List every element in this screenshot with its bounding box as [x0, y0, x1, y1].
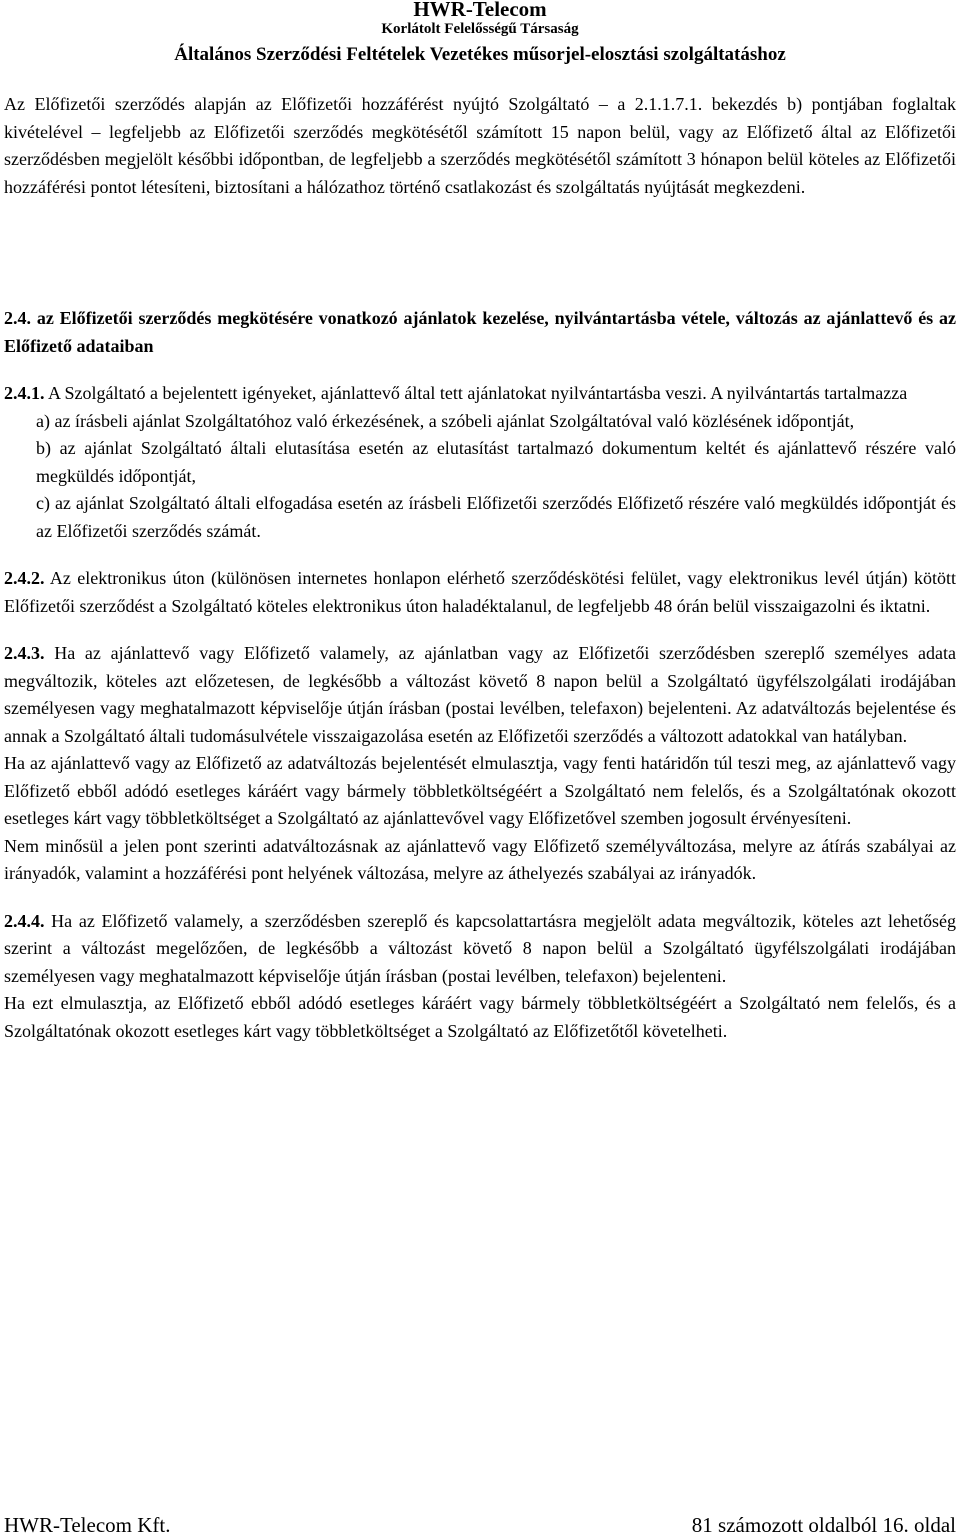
section-title: az Előfizetői szerződés megkötésére vonatkozó ajánlatok kezelése, nyilvántartásba vétele, változás az ajánlattevő és az Előfizető adataiban [4, 308, 956, 356]
subsection-paragraph [4, 908, 956, 991]
subsection-number: 2.4.2. [4, 568, 45, 588]
document-page [4, 0, 956, 1536]
company-name: HWR-Telecom [413, 0, 547, 21]
subsection-paragraph [4, 565, 956, 620]
subsection-2-4-3 [4, 640, 956, 888]
section-heading [4, 305, 956, 360]
subsection-text: Az elektronikus úton (különösen internetes honlapon elérhető szerződéskötési felület, vagy elektronikus levél útján) kötött Előfizetői szerződést a Szolgáltató köteles elektronikus úton haladéktalanul, de legfeljebb 48 órán belül visszaigazolni és iktatni. [4, 568, 956, 616]
subsection-number: 2.4.4. [4, 910, 45, 931]
subsection-number: 2.4.1. [4, 383, 45, 403]
subsection-paragraph-3: Nem minősül a jelen pont szerinti adatváltozásnak az ajánlattevő vagy Előfizető személyváltozása, melyre az átírás szabályai az irányadók, valamint a hozzáférési pont helyének változása, melyre az áthelyezés szabályai az irányadók. [4, 835, 956, 883]
footer-company: HWR-Telecom Kft. [4, 1513, 171, 1537]
subsection-paragraph [4, 640, 956, 750]
subsection-text: Ha az Előfizető valamely, a szerződésben szereplő és kapcsolattartásra megjelölt adata megváltozik, köteles azt lehetőség szerint a változást megelőzően, de legkésőbb a változást követő 8 napon belül a Szolgáltató ügyfélszolgálati irodájában személyesen vagy meghatalmazott képviselője útján írásban (postai levélben, telefaxon) bejelenteni. [4, 910, 956, 986]
document-title: Általános Szerződési Feltételek Vezetékes műsorjel-elosztási szolgáltatáshoz [174, 44, 786, 65]
subsection-2-4-2 [4, 565, 956, 620]
subsection-paragraph [4, 380, 956, 408]
list-item: b) az ajánlat Szolgáltató általi elutasítása esetén az elutasítást tartalmazó dokumentum keltét és ajánlattevő részére való megküldés időpontját, [36, 438, 956, 486]
subsection-text: Ha az ajánlattevő vagy Előfizető valamely, az ajánlatban vagy az Előfizetői szerződésben szereplő személyes adata megváltozik, köteles azt előzetesen, de legkésőbb a változást követő 8 napon belül a Szolgáltató ügyfélszolgálati irodájában személyesen vagy meghatalmazott képviselője útján írásban (postai levélben, telefaxon) bejelenteni. Az adatváltozás bejelentése és annak a Szolgáltató általi tudomásulvétele visszaigazolása esetén az Előfizetői szerződés a változott adatokkal van hatályban. [4, 643, 956, 746]
subsection-2-4-4 [4, 908, 956, 1046]
intro-paragraph: Az Előfizetői szerződés alapján az Előfizetői hozzáférést nyújtó Szolgáltató – a 2.1.1.7.1. bekezdés b) pontjában foglaltak kivételével – legfeljebb az Előfizetői szerződés megkötésétől számított 15 napon belül, vagy az Előfizető által az Előfizetői szerződésben megjelölt későbbi időpontban, de legfeljebb a szerződés megkötésétől számított 3 hónapon belül köteles az Előfizetői hozzáférési pontot létesíteni, biztosítani a hálózathoz történő csatlakozást és szolgáltatás nyújtását megkezdeni. [4, 94, 956, 197]
company-type: Korlátolt Felelősségű Társaság [381, 21, 579, 37]
subsection-paragraph-2: Ha ezt elmulasztja, az Előfizető ebből adódó esetleges káráért vagy bármely többletköltségéért a Szolgáltató nem felelős, és a Szolgáltatónak okozott esetleges kárt vagy többletköltséget a Szolgáltató az Előfizetőtől követelheti. [4, 993, 956, 1041]
subsection-2-4-1 [4, 380, 956, 545]
list-item: a) az írásbeli ajánlat Szolgáltatóhoz való érkezésének, a szóbeli ajánlat Szolgáltatóval való közlésének időpontját, [36, 410, 855, 431]
section-number: 2.4. [4, 308, 31, 328]
list-item: c) az ajánlat Szolgáltató általi elfogadása esetén az írásbeli Előfizetői szerződés Előfizető részére való megküldés időpontját és az Előfizetői szerződés számát. [36, 493, 956, 541]
subsection-text: A Szolgáltató a bejelentett igényeket, ajánlattevő által tett ajánlatokat nyilvántartásba veszi. A nyilvántartás tartalmazza [48, 383, 908, 403]
document-header [4, 0, 956, 67]
footer-page-number: 81 számozott oldalból 16. oldal [691, 1513, 956, 1537]
subsection-number: 2.4.3. [4, 643, 45, 663]
subsection-paragraph-2: Ha az ajánlattevő vagy az Előfizető az adatváltozás bejelentését elmulasztja, vagy fenti határidőn túl teszi meg, az ajánlattevő vagy Előfizető ebből adódó esetleges káráért vagy bármely többletköltségéért a Szolgáltató nem felelős, és a Szolgáltatónak okozott esetleges kárt vagy többletköltséget a Szolgáltató az ajánlattevővel vagy Előfizetővel szemben jogosult érvényesíteni. [4, 753, 956, 828]
